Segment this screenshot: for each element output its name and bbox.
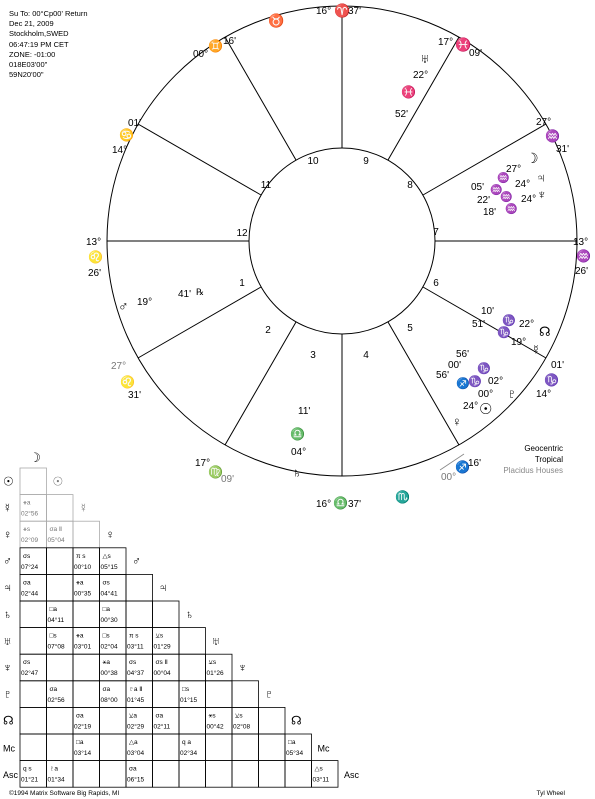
grid-cell [73,654,100,681]
saturn-glyph: ♄ [292,465,302,480]
aspect-orb: 02°56 [21,510,39,518]
cusp-min: 37' [348,6,362,17]
header-line: Stockholm,SWED [9,29,69,39]
aspect-symbol: ⚹a [102,659,111,667]
grid-cell [153,734,180,761]
grid-cell [285,761,312,788]
aspect-orb: 02°56 [47,696,65,704]
aquarius-sign: ♒ [545,129,560,143]
grid-cell [126,601,153,628]
cusp-min: 26' [575,266,589,277]
aspect-symbol: △s [314,765,323,773]
aquarius-sign: ♒ [497,173,510,184]
footer-copyright: ©1994 Matrix Software Big Rapids, MI [9,790,120,797]
mars-glyph: ♂ [118,298,129,314]
grid-cell [259,734,286,761]
node-glyph: ☊ [539,324,551,339]
aquarius-sign: ♒ [490,185,503,196]
grid-cell [206,734,233,761]
aspect-symbol: σa [49,685,58,693]
grid-row-label: ♂ [3,554,12,569]
house-number: 1 [239,278,245,289]
header-line: Su To: 00°Cp00' Return [9,9,88,18]
house-number: 12 [236,228,248,239]
aspect-orb: 01°45 [127,696,145,704]
aspect-orb: 05°15 [100,563,118,571]
aspect-symbol: ♇a [49,765,58,773]
grid-col-label: ♂ [132,554,141,569]
header-line: ZONE: -01:00 [9,49,56,59]
venus-glyph: ♀ [452,414,462,429]
aspect-symbol: σa [102,685,111,693]
taurus-glyph: ♉ [268,13,285,28]
aspect-symbol: □a [102,606,111,613]
mercury-glyph: ☿ [531,342,541,357]
aspect-symbol: π s [129,632,139,640]
inner-ring [249,148,435,334]
cusp-deg: 01' [551,360,565,371]
planet-deg: 24° [463,401,479,412]
grid-cell [100,761,127,788]
grid-col-label: ♇ [264,687,274,702]
cusp-line [225,322,296,445]
planet-deg: 24° [515,179,531,190]
aspect-symbol: □s [49,632,57,640]
planet-deg: 02° [488,376,504,387]
aspect-orb: 07°24 [21,563,39,571]
aspect-symbol: ⚺a [129,712,137,720]
grid-cell [179,761,206,788]
uranus-placement [395,51,430,120]
libra-sign: ♎ [333,496,348,510]
aspect-orb: 05°04 [47,537,65,545]
grid-cell [47,574,74,601]
aspect-symbol: σa [76,712,84,720]
node-mercury [472,306,551,357]
house-number: 6 [433,278,439,289]
aspect-orb: 04°11 [47,617,65,624]
planet-min: 18' [483,207,497,218]
aspect-orb: 00°42 [206,723,224,731]
house-number: 2 [265,325,271,336]
header-line: Dec 21, 2009 [9,19,54,29]
aspect-orb: 01°26 [206,670,224,678]
house-number: 8 [407,180,413,191]
grid-col-label: ♅ [211,633,221,648]
cusp-deg: 17° [438,37,454,48]
aspect-symbol: σs [102,579,110,587]
capricorn-sign: ♑ [468,376,482,388]
aspect-symbol: ⚺s [235,712,243,720]
grid-col-label: Mc [317,743,330,754]
planet-min: 52' [395,109,409,120]
aspect-orb: 08°00 [100,696,118,704]
aspect-symbol: ⚹a [76,579,84,587]
cusp-deg: 13° [86,237,102,248]
aspect-symbol: □a [49,606,58,613]
house-numbers [236,156,439,361]
cusp-min: 31' [556,144,570,155]
grid-row-label: ♄ [3,607,12,622]
cusp-deg: 17° [195,458,211,469]
grid-cell [47,707,74,734]
aspect-symbol: σs [23,552,31,560]
house-number: 11 [260,180,272,191]
leo-sign: ♌ [88,250,103,264]
mars-placement [118,287,204,314]
grid-cell [153,681,180,708]
house-cusps [107,6,577,476]
grid-col-label: ♆ [238,660,247,675]
aspect-orb: 05°34 [286,750,304,757]
grid-cell [100,734,127,761]
planet-min: 11' [298,406,311,417]
cancer-sign: ♋ [119,128,134,142]
grid-cell [153,601,180,628]
aspect-orb: 01°21 [21,776,39,784]
capricorn-sign: ♑ [502,315,516,327]
grid-row-label: ♃ [3,580,12,595]
grid-row-label: ♆ [3,660,12,675]
grid-cell [179,654,206,681]
house-number: 3 [310,350,316,361]
planet-min: 56' [436,370,450,381]
aspect-orb: 04°41 [100,590,118,598]
grid-cell [259,707,286,734]
cusp-deg: 13° [573,237,589,248]
aspect-symbol: σs [129,659,137,667]
pluto-glyph: ♇ [507,386,517,401]
cusp-min: 16' [223,36,237,47]
grid-row-label: Asc [3,769,19,780]
grid-col-label: ☽ [29,450,41,465]
cusp-min: 09' [221,474,235,485]
sagittarius-sign: ♐ [455,460,470,474]
grid-cell [206,761,233,788]
cusp-deg: 27° [111,361,127,372]
planet-deg: 22° [413,70,429,81]
aspect-symbol: □a [288,739,296,746]
aspect-symbol: q s [23,765,32,773]
aspect-symbol: ⚹s [23,526,31,534]
cusp-min: 09' [469,48,483,59]
grid-cell [73,521,100,548]
aspect-symbol: □s [182,685,190,693]
house-number: 9 [363,156,369,167]
grid-cell [73,681,100,708]
header-line: 06:47:19 PM CET [9,39,69,49]
pisces-sign: ♓ [455,37,472,52]
aspect-orb: 01°34 [47,776,65,784]
info-line: Geocentric [524,444,563,453]
grid-cell [179,707,206,734]
aquarius-sign: ♒ [505,204,518,215]
neptune-glyph: ♆ [537,187,547,202]
grid-cell [232,734,259,761]
grid-cell [73,601,100,628]
grid-cell [100,707,127,734]
house-number: 7 [433,227,439,238]
cusp-deg: 00° [193,49,209,60]
cusp-deg: 01' [128,118,142,129]
aspect-orb: 00°35 [74,590,92,598]
grid-cell [47,654,74,681]
grid-cell [20,468,47,495]
aspect-symbol: σa Ⅱ [49,526,63,534]
grid-col-label: Asc [344,769,360,780]
aspect-orb: 00°30 [100,617,118,624]
leo-sign: ♌ [120,375,135,389]
aspect-orb: 03°14 [74,750,92,757]
aspect-symbol: σs Ⅱ [155,659,168,667]
aspect-orb: 01°29 [153,643,171,651]
planet-min: 00' [448,360,462,371]
aspect-orb: 02°47 [21,670,39,678]
grid-cell [206,681,233,708]
aspect-orb: 00°04 [153,670,171,678]
aspect-symbol: □a [76,739,84,746]
aspect-orb: 02°29 [127,723,145,731]
grid-cell [259,761,286,788]
aspect-symbol: q a [182,739,192,746]
aspect-symbol: π s [76,552,86,560]
aries-sign: ♈ [334,3,351,18]
cusp-deg: 27° [536,117,552,128]
grid-col-label: ☉ [52,474,64,489]
planet-deg: 19° [511,337,527,348]
grid-cell [20,601,47,628]
planet-min: 10' [481,306,495,317]
grid-cell [47,734,74,761]
cusp-line [388,322,462,445]
uranus-glyph: ♅ [420,51,430,66]
grid-cell [20,628,47,655]
cusp-deg: 00° [441,472,457,483]
aspect-orb: 02°11 [153,723,171,731]
house-number: 5 [407,323,413,334]
aspect-grid [3,450,360,787]
grid-cell [153,761,180,788]
aquarius-sign: ♒ [500,192,513,203]
aspect-orb: 00°38 [100,670,118,678]
aspect-orb: 03°11 [312,776,330,784]
grid-cell [47,548,74,575]
aspect-symbol: ⚺s [155,632,164,640]
planet-deg: 24° [521,194,537,205]
capricorn-sign: ♑ [544,373,559,387]
grid-cell [73,761,100,788]
scorpio-glyph: ♏ [395,490,410,504]
grid-cell [20,681,47,708]
planet-min: 22' [477,195,491,206]
planet-deg: 27° [506,164,522,175]
cusp-line [138,287,261,358]
grid-cell [20,734,47,761]
planet-deg: 22° [519,319,535,330]
cusp-line [225,37,296,160]
aspect-orb: 04°37 [127,670,145,678]
grid-cell [20,707,47,734]
retrograde-icon: ℞ [196,287,205,297]
aspect-symbol: ⚹a [76,632,84,640]
grid-row-label: ♅ [3,633,12,648]
aspect-symbol: σs [23,659,31,667]
aspect-symbol: σa [155,712,164,720]
cusp-min: 14° [536,389,552,400]
aspect-symbol: ⚺s [208,659,217,667]
cusp-min: 31' [128,390,142,401]
cusp-line [138,124,261,195]
grid-cell [232,681,259,708]
planet-min: 05' [471,182,485,193]
grid-col-label: ☊ [291,713,302,728]
aspect-symbol: σa [129,765,137,773]
aspect-orb: 02°44 [21,590,39,598]
aspect-orb: 00°10 [74,563,92,571]
cusp-deg: 16° [316,6,332,17]
aspect-symbol: σa [23,579,31,587]
info-line: Placidus Houses [503,466,563,475]
grid-cell [47,495,74,522]
aspect-orb: 02°19 [74,723,92,731]
sun-venus-pluto [436,349,517,429]
grid-row-label: ♇ [3,687,12,702]
aspect-symbol: ⚹s [208,712,216,720]
virgo-sign: ♍ [208,465,223,479]
header-line: 018E03'00" [9,60,48,70]
moon-glyph: ☽ [526,150,539,166]
gemini-sign: ♊ [208,39,223,53]
aspect-orb: 02°34 [180,750,198,757]
aspect-symbol: □s [102,632,110,640]
cusp-min: 37' [348,499,362,510]
aspect-orb: 02°04 [100,643,118,651]
aspect-orb: 02°08 [233,723,251,731]
grid-cell [232,761,259,788]
aspect-orb: 06°15 [127,776,145,784]
info-line: Tropical [534,455,563,464]
grid-row-label: ☊ [3,713,14,728]
grid-col-label: ☿ [79,500,88,515]
saturn-placement [290,406,310,480]
aspect-orb: 07°08 [47,643,65,651]
planet-min: 51' [472,319,486,330]
planet-deg: 04° [291,447,307,458]
house-number: 4 [363,350,369,361]
aspect-orb: 02°09 [21,537,39,545]
aspect-orb: 01°15 [180,696,198,704]
planet-deg: 19° [137,297,153,308]
cusp-labels [86,3,591,510]
grid-row-label: ♀ [3,527,12,542]
aspect-orb: 03°01 [74,643,92,651]
sagittarius-sign: ♐ [456,378,470,390]
grid-col-label: ♀ [105,527,115,542]
libra-sign: ♎ [290,427,305,441]
cusp-min: 14° [112,145,128,156]
grid-row-label: Mc [3,743,15,754]
aspect-orb: 03°04 [127,750,145,757]
aspect-symbol: ♇a Ⅱ [129,685,143,693]
grid-col-label: ♃ [158,580,168,595]
grid-cell [126,574,153,601]
grid-row-label: ☉ [3,474,14,489]
aspect-orb: 03°11 [127,643,144,651]
aspect-symbol: △a [129,739,138,746]
capricorn-sign: ♑ [477,363,491,375]
planet-min: 56' [456,349,470,360]
jupiter-glyph: ♃ [536,170,546,185]
footer-software: Tyl Wheel [536,790,565,797]
grid-row-label: ☿ [3,500,12,515]
aspect-symbol: △s [102,552,111,560]
planet-deg: 00° [478,389,494,400]
sun-glyph: ☉ [479,401,493,418]
cusp-deg: 16° [316,499,332,510]
header-line: 59N20'00" [9,70,44,80]
capricorn-sign: ♑ [497,327,511,339]
cusp-min: 16' [468,458,482,469]
grid-cell [179,628,206,655]
grid-col-label: ♄ [185,607,194,622]
aquarius-sign: ♒ [576,249,591,263]
house-number: 10 [307,156,319,167]
aspect-symbol: ⚹a [23,499,31,507]
cusp-min: 26' [88,268,102,279]
pisces-sign: ♓ [401,85,416,99]
planet-min: 41' [178,289,192,300]
